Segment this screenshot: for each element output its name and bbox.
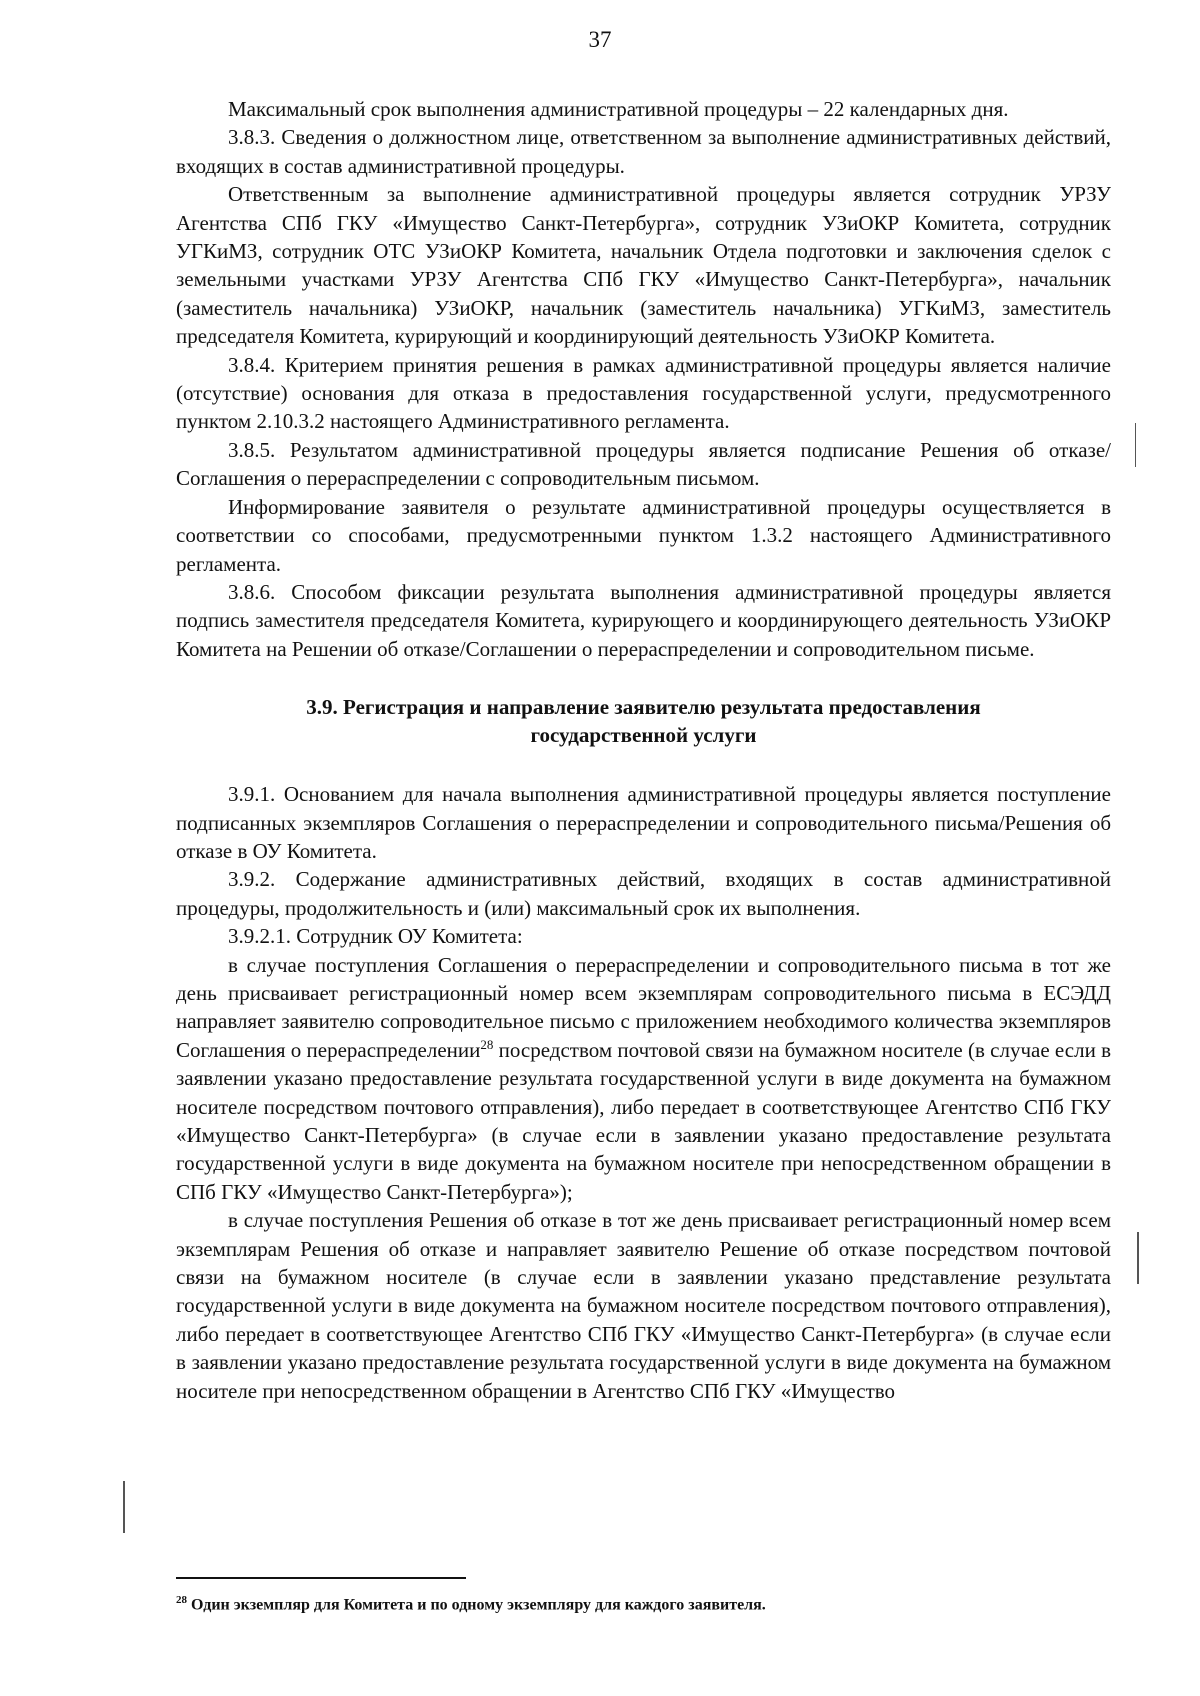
paragraph-3-9-2: 3.9.2. Содержание административных действий, входящих в состав административной процедуры, продолжительность и (или) максимальный срок их выполнения. [176,867,1111,920]
scan-margin-mark [123,1481,125,1533]
paragraph-max-duration: Максимальный срок выполнения административной процедуры – 22 календарных дня. [228,97,1009,121]
paragraph-3-9-1: 3.9.1. Основанием для начала выполнения административной процедуры является поступление подписанных экземпляров Соглашения о перераспределении и сопроводительного письма/Решения об отказе в ОУ Комитета. [176,782,1111,863]
document-body [176,95,1111,1405]
footnote-divider [176,1577,466,1579]
paragraph-agreement-registration [176,951,1111,1207]
footnote-marker: 28 [176,1594,187,1606]
footnote-text: Один экземпляр для Комитета и по одному экземпляру для каждого заявителя. [187,1596,766,1614]
scan-margin-mark [1135,423,1136,467]
paragraph-informing-applicant: Информирование заявителя о результате административной процедуры осуществляется в соответствии со способами, предусмотренными пунктом 1.3.2 настоящего Административного регламента. [176,494,1111,576]
section-heading-line-2: государственной услуги [530,723,757,748]
paragraph-3-9-2-1: 3.9.2.1. Сотрудник ОУ Комитета: [228,924,523,949]
section-heading-line-1: 3.9. Регистрация и направление заявителю результата предоставления [306,695,981,720]
scan-margin-mark [1137,1232,1139,1284]
paragraph-refusal-registration: в случае поступления Решения об отказе в тот же день присваивает регистрационный номер всем экземплярам Решения об отказе и направляет заявителю Решение об отказе посредством почтовой связи на бумажном носителе (в случае если в заявлении указано представление результата государственной услуги в виде документа на бумажном носителе посредством почтового отправления), либо передает в соответствующее Агентство СПб ГКУ «Имущество Санкт-Петербурга» (в случае если в заявлении указано предоставление результата государственной услуги в виде документа на бумажном носителе при непосредственном обращении в Агентство СПб ГКУ «Имущество [176,1208,1111,1403]
footnote-28 [176,1589,1111,1616]
paragraph-agreement-text-start: в случае поступления Соглашения о перераспределении и сопроводительного письма в тот же день присваивает регистрационный номер всем экземплярам сопроводительного письма в ЕСЭДД направляет заявителю сопроводительное письмо с приложением необходимого количества экземпляров Соглашения о перераспределении [176,952,1111,1062]
paragraph-3-8-6: 3.8.6. Способом фиксации результата выполнения административной процедуры является подпись заместителя председателя Комитета, курирующего и координирующего деятельность УЗиОКР Комитета на Решении об отказе/Соглашении о перераспределении и сопроводительном письме. [176,579,1111,661]
paragraph-3-8-4: 3.8.4. Критерием принятия решения в рамках административной процедуры является наличие (отсутствие) основания для отказа в предоставления государственной услуги, предусмотренного пунктом 2.10.3.2 настоящего Административного регламента. [176,352,1111,434]
paragraph-3-8-5: 3.8.5. Результатом административной процедуры является подписание Решения об отказе/Соглашения о перераспределении с сопроводительным письмом. [176,437,1111,491]
section-heading-3-9 [176,693,1111,749]
footnote-area [176,1577,1111,1616]
footnote-reference[interactable]: 28 [480,1036,494,1052]
page-number: 37 [588,27,612,52]
paragraph-3-8-3: 3.8.3. Сведения о должностном лице, ответственном за выполнение административных действий, входящих в состав административной процедуры. [176,125,1111,178]
paragraph-responsible-persons: Ответственным за выполнение административной процедуры является сотрудник УРЗУ Агентства СПб ГКУ «Имущество Санкт-Петербурга», сотрудник УЗиОКР Комитета, сотрудник УГКиМЗ, сотрудник ОТС УЗиОКР Комитета, начальник Отдела подготовки и заключения сделок с земельными участками УРЗУ Агентства СПб ГКУ «Имущество Санкт-Петербурга», начальник (заместитель начальника) УЗиОКР, начальник (заместитель начальника) УГКиМЗ, заместитель председателя Комитета, курирующий и координирующий деятельность УЗиОКР Комитета. [176,182,1111,349]
paragraph-agreement-text-end: посредством почтовой связи на бумажном носителе (в случае если в заявлении указано предоставление результата государственной услуги в виде документа на бумажном носителе посредством почтового отправления), либо передает в соответствующее Агентство СПб ГКУ «Имущество Санкт-Петербурга» (в случае если в заявлении указано предоставление результата государственной услуги в виде документа на бумажном носителе при непосредственном обращении в СПб ГКУ «Имущество Санкт-Петербурга»); [176,1037,1111,1204]
